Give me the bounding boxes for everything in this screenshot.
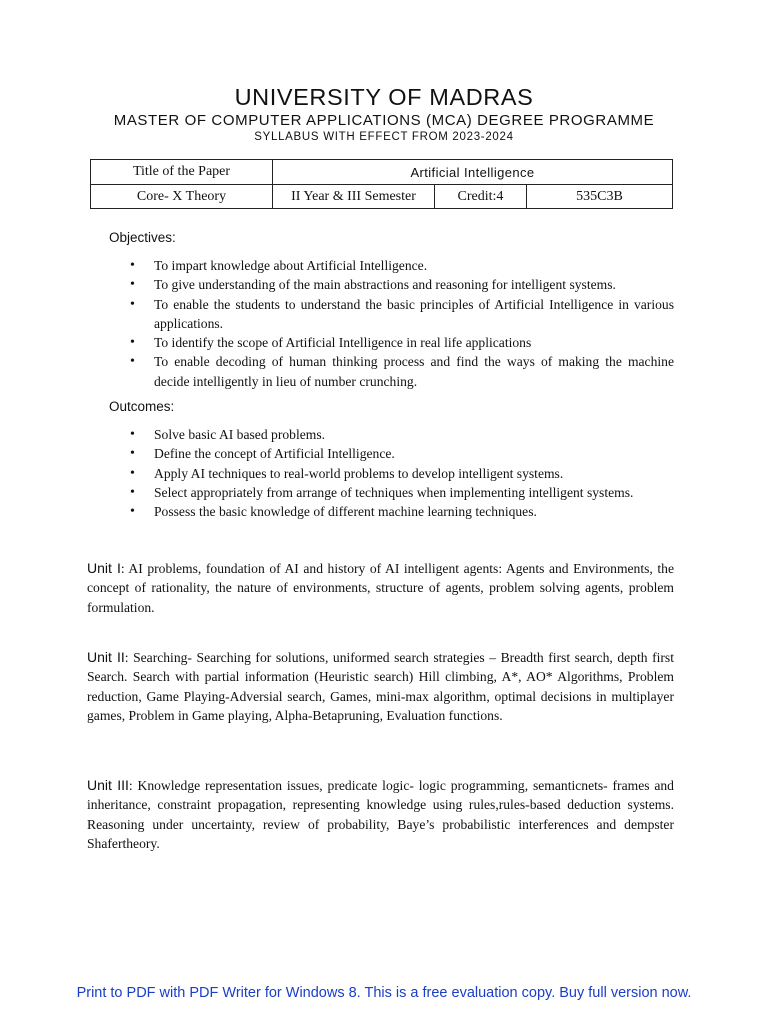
bullet: •	[130, 465, 135, 481]
unit-1-label: Unit I	[87, 560, 121, 576]
outcome-text: Possess the basic knowledge of different machine learning techniques.	[154, 504, 537, 520]
unit-2-text: : Searching- Searching for solutions, uniformed search strategies – Breadth first search, depth first Search. Search with partial information (Heuristic search) Hill climbing, A*, AO* Algorithms, Problem reduction, Game Playing-Adversial search, Games, mini-max algorithm, optimal decisions in multiplayer games, Problem in Game playing, Alpha-Betapruning, Evaluation functions.	[87, 650, 674, 723]
paper-code-cell: 535C3B	[527, 185, 673, 209]
bullet: •	[130, 296, 135, 312]
objective-text: To give understanding of the main abstractions and reasoning for intelligent systems.	[154, 277, 616, 293]
bullet: •	[130, 427, 135, 442]
outcomes-heading: Outcomes:	[109, 399, 175, 414]
outcome-text: Select appropriately from arrange of techniques when implementing intelligent systems.	[154, 484, 634, 500]
outcomes-list	[108, 425, 674, 521]
unit-3-label: Unit III	[87, 777, 129, 793]
outcome-text: Solve basic AI based problems.	[154, 427, 326, 442]
bullet: •	[130, 354, 135, 370]
bullet: •	[130, 258, 135, 273]
unit-3-text: : Knowledge representation issues, predicate logic- logic programming, semanticnets- frames and inheritance, constraint propagation, representing knowledge using rules,rules-based deduction systems. Reasoning under uncertainty, review of probability, Baye’s probabilistic interferences and dempster Shafertheory.	[87, 778, 674, 851]
objectives-list	[108, 256, 674, 391]
objective-text: To enable the students to understand the basic principles of Artificial Intelligence in various applications.	[154, 296, 674, 331]
paper-details-table	[90, 159, 673, 209]
objectives-heading: Objectives:	[109, 230, 176, 245]
year-semester-cell: II Year & III Semester	[273, 185, 435, 209]
programme-title: MASTER OF COMPUTER APPLICATIONS (MCA) DEGREE PROGRAMME	[113, 112, 655, 129]
bullet: •	[130, 484, 135, 500]
list-item	[108, 444, 674, 463]
unit-3-paragraph	[87, 776, 674, 853]
list-item	[108, 425, 674, 444]
list-item	[108, 275, 674, 294]
unit-2-label: Unit II	[87, 649, 125, 665]
bullet: •	[130, 277, 135, 293]
evaluation-watermark-link[interactable]: Print to PDF with PDF Writer for Windows 8. This is a free evaluation copy. Buy full version now.	[76, 985, 692, 1001]
list-item	[108, 333, 674, 352]
unit-2-paragraph	[87, 648, 674, 725]
bullet: •	[130, 446, 135, 462]
list-item	[108, 483, 674, 502]
core-type-cell: Core- X Theory	[91, 185, 273, 209]
university-title: UNIVERSITY OF MADRAS	[234, 84, 534, 110]
objective-text: To identify the scope of Artificial Intelligence in real life applications	[154, 335, 532, 351]
paper-title-label: Title of the Paper	[91, 160, 273, 185]
unit-1-text: : AI problems, foundation of AI and history of AI intelligent agents: Agents and Environments, the concept of rationality, the nature of environments, structure of agents, problem solving agents, problem formulation.	[87, 561, 674, 615]
objective-text: To impart knowledge about Artificial Intelligence.	[154, 258, 428, 273]
unit-1-paragraph	[87, 559, 674, 617]
list-item	[108, 502, 674, 521]
paper-title-row	[91, 160, 673, 185]
list-item	[108, 352, 674, 391]
outcome-text: Define the concept of Artificial Intelligence.	[154, 446, 395, 462]
syllabus-effective-line: SYLLABUS WITH EFFECT FROM 2023-2024	[254, 131, 514, 143]
outcome-text: Apply AI techniques to real-world problems to develop intelligent systems.	[154, 465, 564, 481]
paper-info-row	[91, 185, 673, 209]
list-item	[108, 464, 674, 483]
paper-title-value: Artificial Intelligence	[273, 160, 673, 185]
credit-cell: Credit:4	[435, 185, 527, 209]
list-item	[108, 295, 674, 334]
objective-text: To enable decoding of human thinking process and find the ways of making the machine decide intelligently in lieu of number crunching.	[154, 354, 674, 389]
bullet: •	[130, 335, 135, 351]
list-item	[108, 256, 674, 275]
bullet: •	[130, 504, 135, 520]
